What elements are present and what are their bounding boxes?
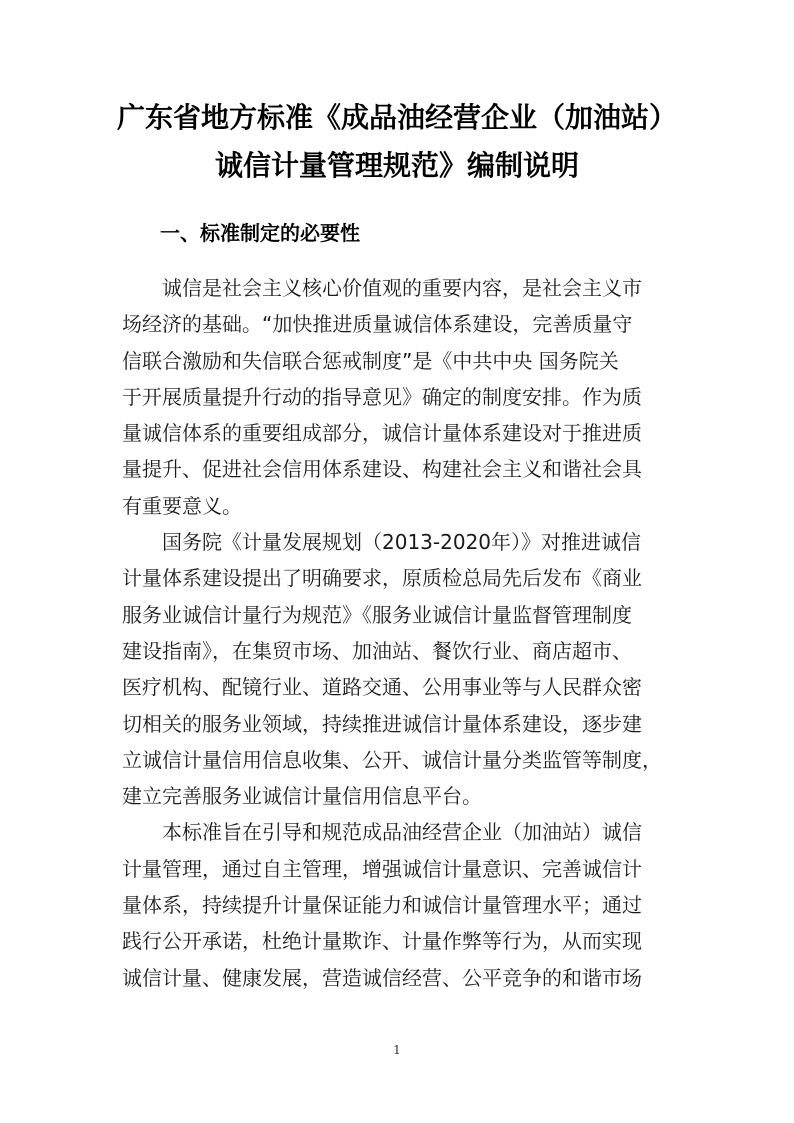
- paragraph-line: 建设指南》，在集贸市场、加油站、餐饮行业、商店超市、: [122, 638, 632, 663]
- paragraph-line: 计量体系建设提出了明确要求，原质检总局先后发布《商业: [122, 566, 642, 591]
- title-line: 诚信计量管理规范》编制说明: [214, 149, 579, 182]
- paragraph-line: 切相关的服务业领域，持续推进诚信计量体系建设，逐步建: [122, 711, 642, 736]
- page-number: 1: [393, 1043, 401, 1057]
- paragraph-line: 医疗机构、配镜行业、道路交通、公用事业等与人民群众密: [122, 675, 642, 700]
- paragraph-line: 建立完善服务业诚信计量信用信息平台。: [122, 784, 482, 809]
- paragraph-line: 服务业诚信计量行为规范》《服务业诚信计量监督管理制度: [122, 602, 632, 627]
- section-heading: 一、标准制定的必要性: [160, 221, 360, 245]
- paragraph: [122, 270, 682, 524]
- paragraph-line: 国务院《计量发展规划（2013-2020年）》对推进诚信: [162, 530, 642, 555]
- paragraph-line: 量体系，持续提升计量保证能力和诚信计量管理水平；通过: [122, 893, 642, 918]
- paragraph-line: 信联合激励和失信联合惩戒制度”是《中共中央 国务院关: [122, 348, 619, 373]
- paragraph-line: 量提升、促进社会信用体系建设、构建社会主义和谐社会具: [122, 457, 642, 482]
- paragraph-line: 诚信是社会主义核心价值观的重要内容，是社会主义市: [162, 276, 642, 300]
- paragraph-line: 本标准旨在引导和规范成品油经营企业（加油站）诚信: [162, 820, 642, 845]
- paragraph: [122, 524, 682, 814]
- paragraph-line: 于开展质量提升行动的指导意见》确定的制度安排。作为质: [122, 384, 642, 409]
- document-body: [122, 270, 682, 996]
- document-title: [100, 94, 694, 190]
- title-line: 广东省地方标准《成品油经营企业（加油站）: [116, 101, 677, 134]
- paragraph-line: 计量管理，通过自主管理，增强诚信计量意识、完善诚信计: [122, 856, 642, 881]
- paragraph-line: 场经济的基础。“加快推进质量诚信体系建设，完善质量守: [122, 312, 633, 337]
- paragraph-line: 诚信计量、健康发展，营造诚信经营、公平竞争的和谐市场: [122, 965, 642, 990]
- paragraph: [122, 814, 682, 995]
- paragraph-line: 量诚信体系的重要组成部分，诚信计量体系建设对于推进质: [122, 421, 642, 446]
- paragraph-line: 立诚信计量信用信息收集、公开、诚信计量分类监管等制度，: [122, 747, 662, 772]
- paragraph-line: 践行公开承诺，杜绝计量欺诈、计量作弊等行为，从而实现: [122, 929, 642, 954]
- paragraph-line: 有重要意义。: [122, 493, 242, 518]
